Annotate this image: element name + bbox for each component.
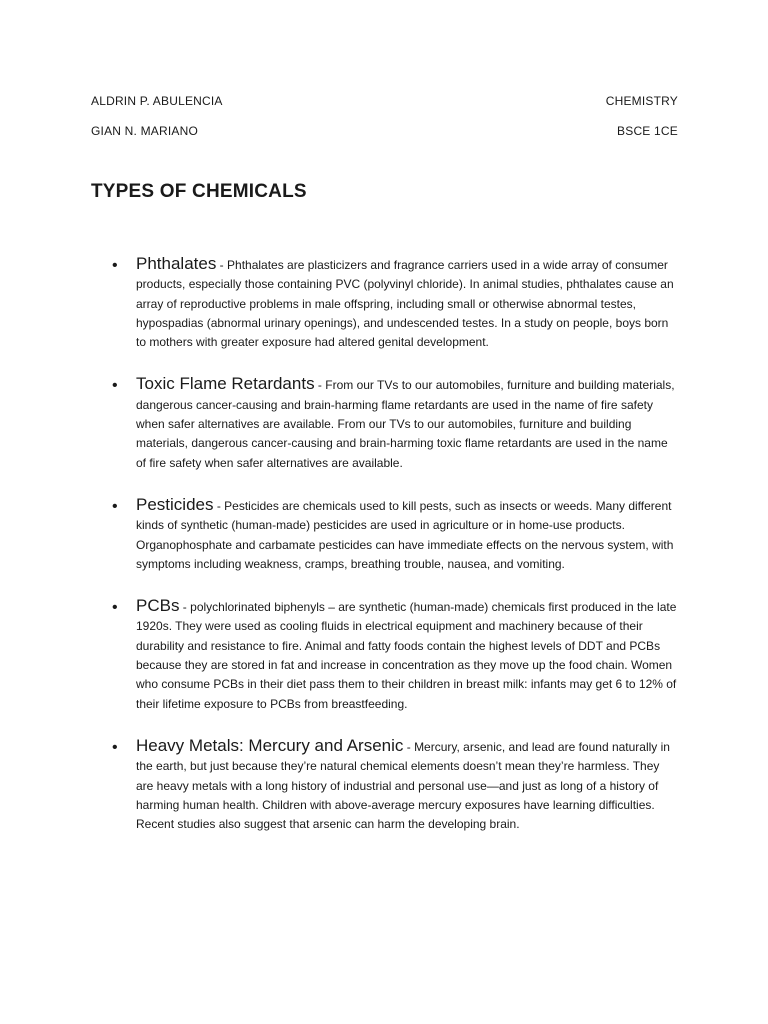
bullet-icon: •	[112, 738, 118, 756]
separator: -	[213, 498, 225, 513]
chemical-name: Heavy Metals: Mercury and Arsenic	[136, 735, 404, 755]
document-title: TYPES OF CHEMICALS	[91, 181, 307, 202]
separator: -	[216, 258, 228, 272]
author-name-1: ALDRIN P. ABULENCIA	[91, 94, 223, 108]
separator: -	[314, 378, 326, 393]
list-item	[112, 374, 678, 472]
separator: -	[403, 739, 415, 754]
header-row-2	[91, 124, 678, 138]
chemical-name: PCBs	[136, 596, 180, 616]
subject-label: CHEMISTRY	[605, 94, 678, 108]
chemical-name: Pesticides	[136, 494, 214, 514]
chemical-description: From our TVs to our automobiles, furniture and building materials, dangerous cancer-causing and brain-harming flame retardants are used in the name of fire safety when safer alternatives are available. From our TVs to our automobiles, furniture and building materials, dangerous cancer-causing and brain-harming toxic flame retardants are used in the name of fire safety when safer alternatives are available.	[136, 378, 675, 470]
list-item	[112, 596, 678, 714]
section-label: BSCE 1CE	[617, 124, 678, 138]
separator: -	[179, 600, 191, 615]
author-name-2: GIAN N. MARIANO	[91, 124, 199, 138]
list-item	[112, 254, 678, 352]
chemical-description: Pesticides are chemicals used to kill pests, such as insects or weeds. Many different kinds of synthetic (human-made) pesticides are used in agriculture or in home-use products. Organophosphate and carbamate pesticides can have immediate effects on the nervous system, with symptoms including weakness, cramps, breathing trouble, nausea, and vomiting.	[136, 498, 674, 571]
chemical-description: Phthalates are plasticizers and fragrance carriers used in a wide array of consumer products, especially those containing PVC (polyvinyl chloride). In animal studies, phthalates cause an array of reproductive problems in male offspring, including small or otherwise abnormal testes, hypospadias (abnormal urinary openings), and undescended testes. In a study on people, boys born to mothers with greater exposure had altered genital development.	[136, 258, 674, 350]
chemical-list	[112, 254, 678, 856]
bullet-icon: •	[112, 599, 118, 617]
bullet-icon: •	[112, 497, 118, 515]
bullet-icon: •	[112, 257, 118, 274]
chemical-description: polychlorinated biphenyls – are synthetic (human-made) chemicals first produced in the late 1920s. They were used as cooling fluids in electrical equipment and machinery because of their durability and resistance to fire. Animal and fatty foods contain the highest levels of DDT and PCBs because they are stored in fat and increase in concentration as they move up the food chain. Women who consume PCBs in their diet pass them to their children in breast milk: infants may get 6 to 12% of their lifetime exposure to PCBs from breastfeeding.	[136, 600, 677, 711]
list-item	[112, 495, 678, 574]
chemical-description: Mercury, arsenic, and lead are found naturally in the earth, but just because they’re natural chemical elements doesn’t mean they’re harmless. They are heavy metals with a long history of industrial and personal use—and just as long of a history of harming human health. Children with above-average mercury exposures have learning difficulties. Recent studies also suggest that arsenic can harm the developing brain.	[136, 739, 670, 832]
chemical-name: Phthalates	[136, 254, 217, 273]
list-item	[112, 736, 678, 834]
header-row-1	[91, 94, 678, 108]
chemical-name: Toxic Flame Retardants	[136, 374, 315, 394]
bullet-icon: •	[112, 377, 118, 395]
